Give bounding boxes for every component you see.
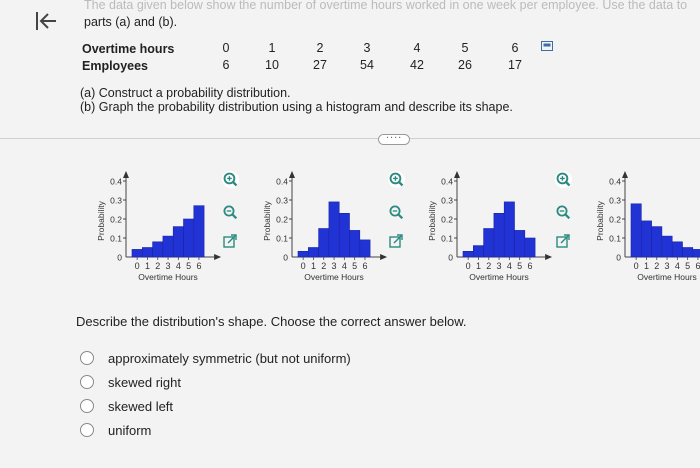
option-label: skewed right [108,374,181,390]
x-tick-label: 6 [695,261,700,271]
option-symmetric[interactable] [80,349,351,367]
y-tick-label: 0.2 [609,214,621,225]
histogram-bar [484,229,494,258]
histogram-bar [163,236,173,257]
x-tick-label: 5 [186,261,192,271]
histogram-bar [463,251,473,257]
x-tick-label: 5 [352,261,358,271]
table-cell-employees: 6 [222,58,230,72]
y-tick-label: 0.2 [441,214,453,225]
copy-data-icon[interactable] [541,41,553,51]
x-tick-label: 6 [196,261,202,271]
x-tick-label: 4 [506,261,512,271]
radio-button[interactable] [80,399,94,413]
zoom-in-icon[interactable] [388,171,405,188]
histogram-option-3[interactable] [426,150,616,290]
x-tick-label: 2 [155,261,161,271]
histogram-bar [319,229,329,258]
y-tick-label: 0 [283,252,288,263]
x-tick-label: 1 [144,261,150,271]
y-tick-label: 0.4 [276,176,288,187]
radio-button[interactable] [80,375,94,389]
open-new-window-icon[interactable] [555,233,571,249]
x-axis-label: Overtime Hours [304,272,364,282]
y-axis-arrow [289,171,295,178]
y-axis-arrow [123,171,129,178]
histogram-bar [153,242,163,257]
x-axis-label: Overtime Hours [637,272,697,282]
x-tick-label: 1 [475,261,481,271]
y-tick-label: 0.3 [110,195,122,206]
histogram-bar [473,246,483,257]
open-new-window-icon[interactable] [388,233,404,249]
table-cell-hours: 1 [268,41,276,55]
question-text: Describe the distribution's shape. Choose the correct answer below. [76,314,467,329]
y-tick-label: 0.1 [110,233,122,244]
histogram-bar [672,242,682,257]
x-tick-label: 2 [321,261,327,271]
y-tick-label: 0 [448,252,453,263]
histogram-bar [525,238,535,257]
x-axis-arrow [214,254,221,260]
x-tick-label: 0 [300,261,306,271]
x-axis-label: Overtime Hours [138,272,198,282]
histogram-bar [494,213,504,257]
histogram-bar [504,202,514,257]
histogram-bar [142,248,152,258]
histogram-bar [329,202,339,257]
y-tick-label: 0.1 [276,233,288,244]
histogram-bar [631,204,641,257]
table-cell-employees: 54 [360,58,374,72]
y-tick-label: 0.3 [276,195,288,206]
zoom-in-icon[interactable] [555,171,572,188]
x-axis-label: Overtime Hours [469,272,529,282]
instructions-line-2: parts (a) and (b). [84,15,178,29]
x-tick-label: 4 [674,261,680,271]
table-row-label-employees: Employees [82,59,149,73]
y-axis-label: Probability [262,201,272,241]
histogram-bar [194,206,204,257]
histogram-bar [515,230,525,257]
table-cell-employees: 17 [508,58,522,72]
back-arrow-icon[interactable] [34,10,58,32]
y-tick-label: 0.4 [609,176,621,187]
x-tick-label: 3 [331,261,337,271]
histogram-bar [184,219,194,257]
table-cell-hours: 2 [316,41,324,55]
x-tick-label: 3 [664,261,670,271]
instructions-text [84,0,687,31]
more-button-label: .... [386,129,403,141]
x-tick-label: 3 [165,261,171,271]
table-cell-employees: 10 [265,58,279,72]
histogram-bar [662,236,672,257]
histogram-option-2[interactable] [261,150,451,290]
histogram-bar [173,227,183,257]
option-label: approximately symmetric (but not uniform) [108,350,351,366]
x-axis-arrow [380,254,387,260]
x-tick-label: 4 [341,261,347,271]
table-cell-employees: 42 [410,58,424,72]
histogram-bar [339,213,349,257]
option-skewed-left[interactable] [80,397,173,415]
radio-button[interactable] [80,423,94,437]
y-axis-arrow [454,171,460,178]
zoom-out-icon[interactable] [222,204,238,220]
x-tick-label: 3 [496,261,502,271]
histogram-bar [641,221,651,257]
table-row-label-hours: Overtime hours [82,42,175,56]
y-tick-label: 0.1 [441,233,453,244]
x-tick-label: 6 [362,261,368,271]
option-skewed-right[interactable] [80,373,181,391]
y-tick-label: 0.3 [441,195,453,206]
histogram-bar [652,227,662,257]
table-cell-hours: 4 [413,41,421,55]
histogram-option-4[interactable] [594,150,700,290]
y-tick-label: 0.3 [609,195,621,206]
x-tick-label: 0 [465,261,471,271]
open-new-window-icon[interactable] [222,233,238,249]
x-tick-label: 5 [517,261,523,271]
x-tick-label: 5 [685,261,691,271]
histogram-bar [693,249,700,257]
part-b-text: (b) Graph the probability distribution using a histogram and describe its shape. [80,100,513,114]
y-tick-label: 0.4 [441,176,453,187]
zoom-out-icon[interactable] [388,204,404,220]
x-tick-label: 6 [527,261,533,271]
table-cell-employees: 26 [458,58,472,72]
y-axis-label: Probability [96,201,106,241]
x-axis-arrow [545,254,552,260]
divider [0,138,700,139]
y-axis-arrow [622,171,628,178]
radio-button[interactable] [80,351,94,365]
zoom-in-icon[interactable] [222,171,239,188]
x-tick-label: 2 [654,261,660,271]
y-axis-label: Probability [427,201,437,241]
y-tick-label: 0.2 [276,214,288,225]
y-tick-label: 0.2 [110,214,122,225]
table-cell-hours: 0 [222,41,230,55]
more-button[interactable] [378,129,410,145]
table-cell-employees: 27 [313,58,327,72]
part-a-text: (a) Construct a probability distribution. [80,86,291,100]
y-tick-label: 0.1 [609,233,621,244]
table-cell-hours: 3 [363,41,371,55]
option-uniform[interactable] [80,421,151,439]
zoom-out-icon[interactable] [555,204,571,220]
table-cell-hours: 5 [461,41,469,55]
y-tick-label: 0 [117,252,122,263]
histogram-bar [350,230,360,257]
y-tick-label: 0 [616,252,621,263]
histogram-bar [360,240,370,257]
histogram-bar [132,249,142,257]
x-tick-label: 0 [633,261,639,271]
x-tick-label: 1 [310,261,316,271]
x-tick-label: 1 [643,261,649,271]
table-cell-hours: 6 [511,41,519,55]
histogram-bar [308,248,318,258]
y-axis-label: Probability [595,201,605,241]
option-label: uniform [108,422,152,438]
histogram-bar [298,251,308,257]
histogram-bar [683,248,693,258]
histogram-option-1[interactable] [95,150,285,290]
y-tick-label: 0.4 [110,176,122,187]
x-tick-label: 0 [134,261,140,271]
x-tick-label: 2 [486,261,492,271]
x-tick-label: 4 [175,261,181,271]
option-label: skewed left [108,398,174,414]
instructions-line-1: The data given below show the number of overtime hours worked in one week per employee. Use the data to [84,0,688,12]
